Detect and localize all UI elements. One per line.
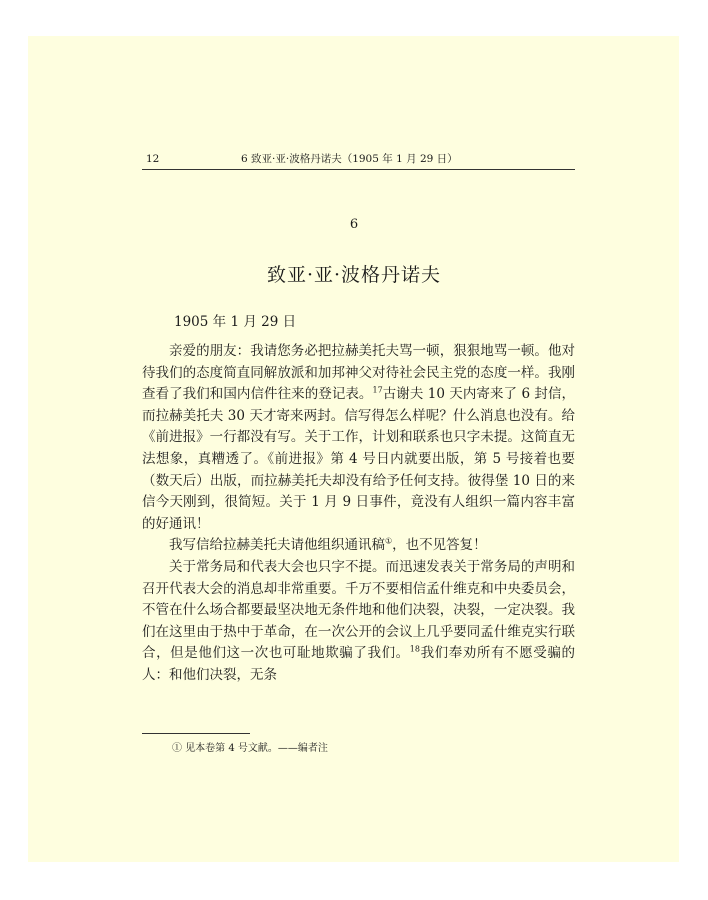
paragraph-3-text-b: 我们奉劝所有不愿受骗的人：和他们决裂，无条 <box>142 645 575 683</box>
letter-body <box>142 341 575 687</box>
header-rule <box>142 169 575 170</box>
letter-number: 6 <box>349 217 359 232</box>
running-header <box>142 150 575 168</box>
page-number: 12 <box>146 153 160 165</box>
paragraph-1-text-b: 古谢夫 10 天内寄来了 6 封信，而拉赫美托夫 30 天才寄来两封。信写得怎么样呢？什么消息也没有。给《前进报》一行都没有写。关于工作，计划和联系也只字未提。这简直无法想象，真糟透了。《前进报》第 4 号日内就要出版，第 5 号接着也要（数天后）出版，而拉赫美托夫却没有给予任何支持。彼得堡 10 日的来信今天刚到，很简短。关于 1 月 9 日事件，竟没有人组织一篇内容丰富的好通讯！ <box>142 386 575 532</box>
letter-date: 1905 年 1 月 29 日 <box>174 314 297 330</box>
footnote-rule <box>142 733 250 734</box>
paragraph-3-text-a: 关于常务局和代表大会也只字不提。而迅速发表关于常务局的声明和召开代表大会的消息却非常重要。千万不要相信孟什维克和中央委员会，不管在什么场合都要最坚决地无条件地和他们决裂，决裂，一定决裂。我们在这里由于热中于革命，在一次公开的会议上几乎要同孟什维克实行联合，但是他们这一次也可耻地欺骗了我们。 <box>142 558 575 662</box>
paragraph-3 <box>142 557 575 687</box>
paragraph-1 <box>142 341 575 535</box>
running-title: 6 致亚·亚·波格丹诺夫（1905 年 1 月 29 日） <box>241 153 458 165</box>
paragraph-2-text-a: 我写信给拉赫美托夫请他组织通讯稿 <box>169 537 385 554</box>
endnote-ref-18: 18 <box>409 644 420 654</box>
footnote-marker: ① <box>385 536 393 546</box>
paragraph-2 <box>142 535 575 557</box>
paragraph-1-text-a: 亲爱的朋友：我请您务必把拉赫美托夫骂一顿，狠狠地骂一顿。他对待我们的态度简直同解放派和加邦神父对待社会民主党的态度一样。我刚查看了我们和国内信件往来的登记表。 <box>142 343 575 403</box>
letter-title: 致亚·亚·波格丹诺夫 <box>266 264 442 286</box>
paragraph-2-text-b: ，也不见答复！ <box>392 537 487 554</box>
footnote: ① 见本卷第 4 号文献。——编者注 <box>172 743 328 754</box>
endnote-ref-17: 17 <box>372 385 383 395</box>
